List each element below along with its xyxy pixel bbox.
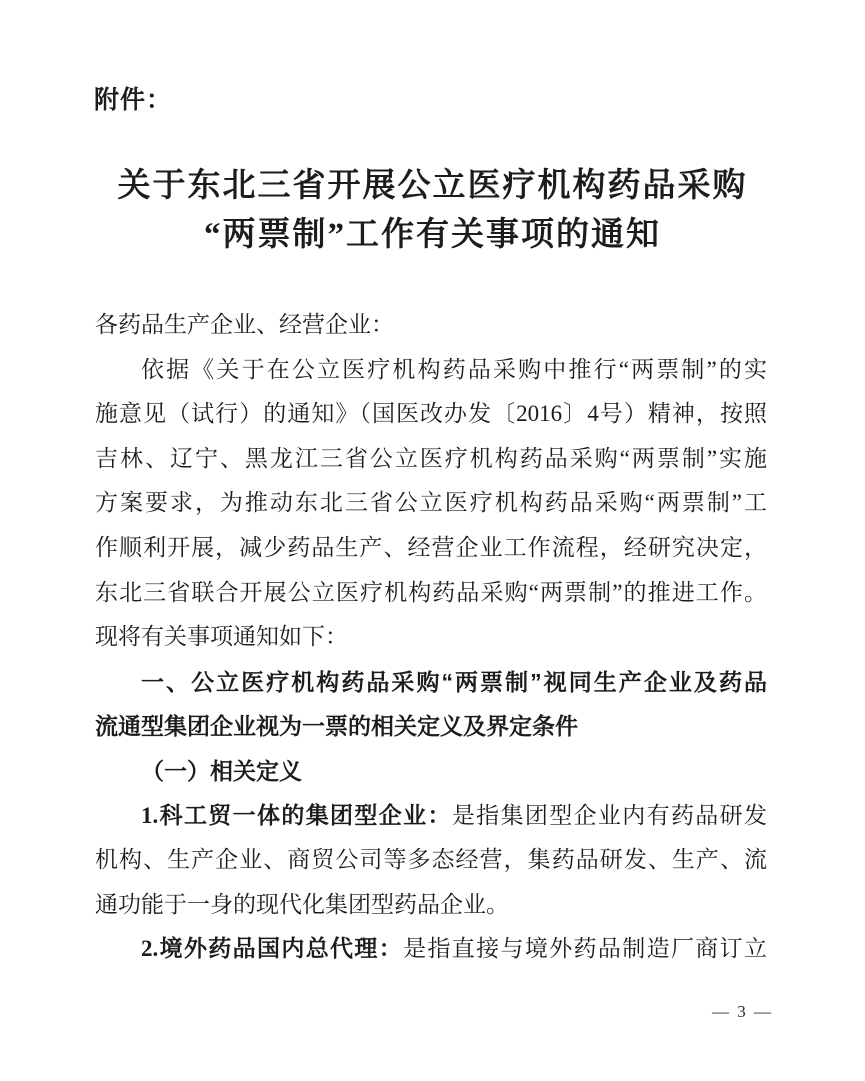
document-body (95, 303, 767, 972)
text-line: 现将有关事项通知如下： (95, 624, 348, 650)
title-line-1: 关于东北三省开展公立医疗机构药品采购 (117, 168, 748, 204)
text-line: 机构、生产企业、商贸公司等多态经营，集药品研发、生产、流 (95, 847, 767, 873)
text-line: 施意见（试行）的通知》（国医改办发〔2016〕4号）精神，按照 (95, 401, 767, 427)
text-line: 2.境外药品国内总代理：是指直接与境外药品制造厂商订立 (141, 936, 768, 962)
text-line: 吉林、辽宁、黑龙江三省公立医疗机构药品采购“两票制”实施 (95, 445, 767, 471)
text-line: （一）相关定义 (141, 757, 302, 784)
text-line: 作顺利开展，减少药品生产、经营企业工作流程，经研究决定， (95, 534, 767, 560)
text-line: 流通型集团企业视为一票的相关定义及界定条件 (95, 713, 578, 740)
title-line-2: “两票制”工作有关事项的通知 (204, 217, 661, 253)
text-line: 依据《关于在公立医疗机构药品采购中推行“两票制”的实 (141, 356, 767, 382)
document-title (0, 162, 865, 260)
text-line: 东北三省联合开展公立医疗机构药品采购“两票制”的推进工作。 (95, 579, 767, 605)
text-line: 一、公立医疗机构药品采购“两票制”视同生产企业及药品 (141, 668, 767, 695)
page-number: — 3 — (712, 1002, 773, 1021)
term-label: 2.境外药品国内总代理： (141, 936, 404, 962)
attachment-label: 附件： (94, 86, 173, 114)
term-label: 1.科工贸一体的集团型企业： (141, 802, 452, 828)
text-line: 通功能于一身的现代化集团型药品企业。 (95, 891, 509, 917)
text-line: 各药品生产企业、经营企业： (95, 312, 394, 337)
text-line: 方案要求，为推动东北三省公立医疗机构药品采购“两票制”工 (95, 490, 767, 516)
text-line: 1.科工贸一体的集团型企业：是指集团型企业内有药品研发 (141, 802, 768, 828)
